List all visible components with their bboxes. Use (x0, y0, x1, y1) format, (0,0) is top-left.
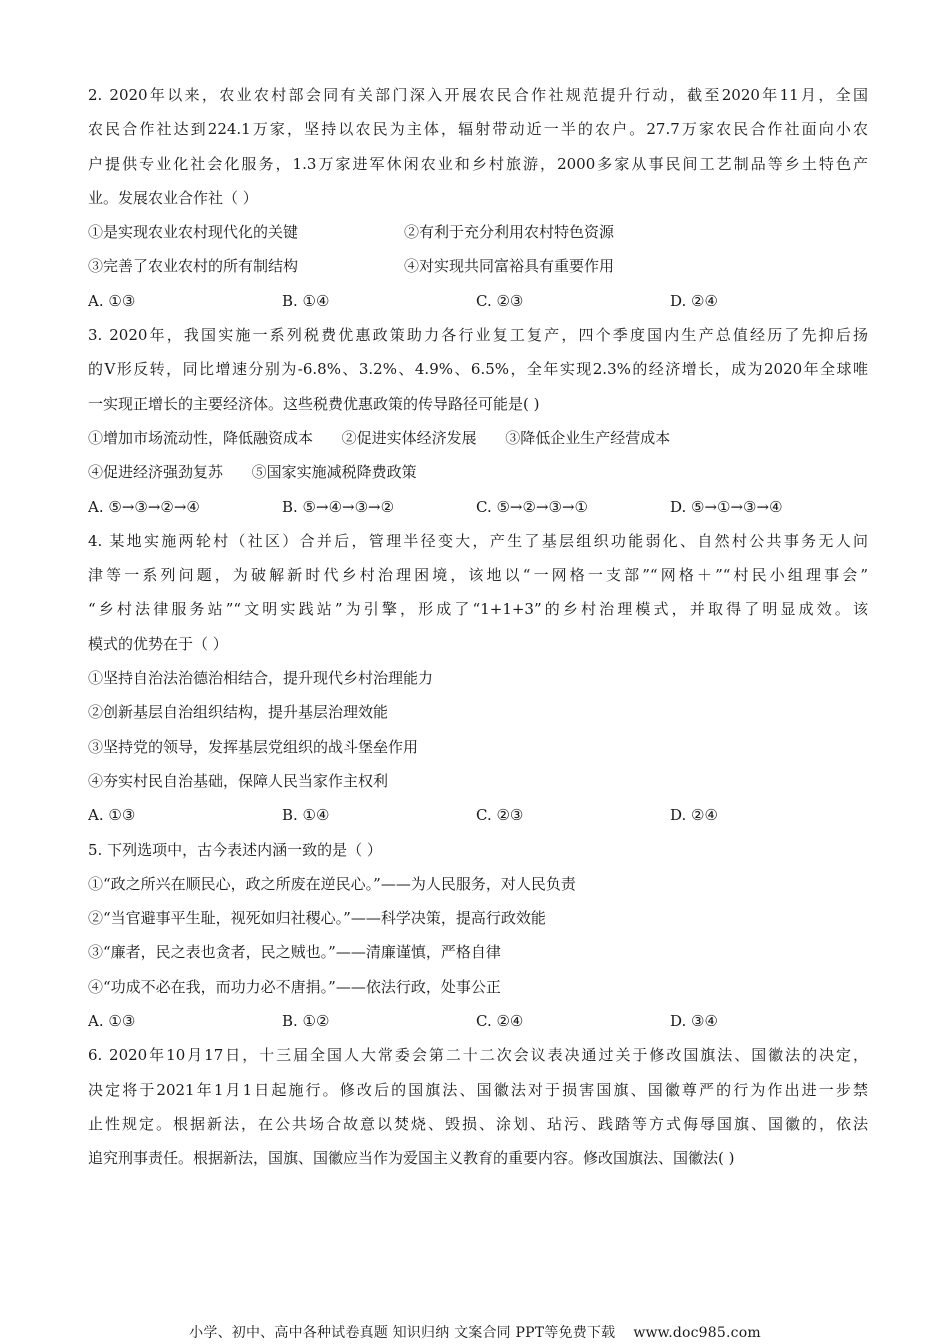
statement-item: ①坚持自治法治德治相结合，提升现代乡村治理能力 (88, 669, 434, 688)
statement-item: ②有利于充分利用农村特色资源 (404, 223, 615, 242)
statement-row (88, 215, 868, 249)
question-stem-line: 6. 2020年10月17日，十三届全国人大常委会第二十二次会议表决通过关于修改国旗法、国徽法的决定， (88, 1046, 868, 1065)
option-c[interactable]: C. ②③ (476, 291, 524, 310)
statement-row: ④促进经济强劲复苏 ⑤国家实施减税降费政策 (88, 463, 417, 482)
question-stem-line: 的V形反转，同比增速分别为-6.8%、3.2%、4.9%、6.5%，全年实现2.3%的经济增长，成为2020年全球唯 (88, 360, 868, 379)
statement-item: ③完善了农业农村的所有制结构 (88, 257, 299, 276)
option-d[interactable]: D. ③④ (670, 1012, 718, 1031)
question-stem-line: 追究刑事责任。根据新法，国旗、国徽应当作为爱国主义教育的重要内容。修改国旗法、国徽法( ) (88, 1149, 735, 1168)
answer-options (88, 284, 868, 318)
question-4 (88, 524, 868, 833)
statement-item: ②“当官避事平生耻，视死如归社稷心。”——科学决策，提高行政效能 (88, 909, 546, 928)
option-c[interactable]: C. ②③ (476, 806, 524, 825)
question-stem-line: 3. 2020年，我国实施一系列税费优惠政策助力各行业复工复产，四个季度国内生产总值经历了先抑后扬 (88, 326, 868, 345)
answer-options (88, 798, 868, 832)
option-a[interactable]: A. ①③ (88, 1012, 136, 1031)
question-3 (88, 318, 868, 524)
option-d[interactable]: D. ②④ (670, 806, 718, 825)
page-footer (0, 1322, 950, 1342)
statement-item: ③“廉者，民之表也贪者，民之贼也。”——清廉谨慎，严格自律 (88, 943, 501, 962)
question-stem-line: 4. 某地实施两轮村（社区）合并后，管理半径变大，产生了基层组织功能弱化、自然村公共事务无人问 (88, 531, 868, 550)
statement-item: ②创新基层自治组织结构，提升基层治理效能 (88, 703, 389, 722)
option-c[interactable]: C. ⑤→②→③→① (476, 497, 588, 516)
answer-options (88, 1004, 868, 1038)
statement-row: ①增加市场流动性，降低融资成本 ②促进实体经济发展 ③降低企业生产经营成本 (88, 428, 671, 447)
option-d[interactable]: D. ②④ (670, 291, 718, 310)
option-b[interactable]: B. ①④ (282, 291, 330, 310)
statement-item: ①“政之所兴在顺民心，政之所废在逆民心。”——为人民服务，对人民负责 (88, 874, 576, 893)
question-stem-line: 津等一系列问题，为破解新时代乡村治理困境，该地以“一网格一支部”“网格＋”“村民小组理事会” (88, 566, 868, 585)
option-b[interactable]: B. ①④ (282, 806, 330, 825)
option-a[interactable]: A. ①③ (88, 291, 136, 310)
question-stem-line: 决定将于2021年1月1日起施行。修改后的国旗法、国徽法对于损害国旗、国徽尊严的行为作出进一步禁 (88, 1080, 868, 1099)
option-b[interactable]: B. ①② (282, 1012, 330, 1031)
statement-item: ①是实现农业农村现代化的关键 (88, 223, 299, 242)
option-a[interactable]: A. ⑤→③→②→④ (88, 497, 200, 516)
question-stem-line: 一实现正增长的主要经济体。这些税费优惠政策的传导路径可能是( ) (88, 394, 540, 413)
exam-page (88, 78, 868, 1176)
footer-text: 小学、初中、高中各种试卷真题 知识归纳 文案合同 PPT等免费下载 (189, 1325, 616, 1341)
question-stem-line: 户提供专业化社会化服务，1.3万家进军休闲农业和乡村旅游，2000多家从事民间工艺制品等乡土特色产 (88, 154, 868, 173)
statement-item: ④“功成不必在我，而功力必不唐捐。”——依法行政，处事公正 (88, 977, 501, 996)
question-stem-line: “乡村法律服务站”“文明实践站”为引擎，形成了“1+1+3”的乡村治理模式，并取得了明显成效。该 (88, 600, 868, 619)
question-stem-line: 止性规定。根据新法，在公共场合故意以焚烧、毁损、涂划、玷污、践踏等方式侮辱国旗、国徽的，依法 (88, 1114, 868, 1133)
question-stem-line: 模式的优势在于（ ） (88, 634, 228, 653)
question-6 (88, 1038, 868, 1175)
question-2 (88, 78, 868, 318)
question-stem-line: 农民合作社达到224.1万家，坚持以农民为主体，辐射带动近一半的农户。27.7万家农民合作社面向小农 (88, 120, 868, 139)
question-5 (88, 833, 868, 1039)
question-stem-line: 5. 下列选项中，古今表述内涵一致的是（ ） (88, 840, 382, 859)
question-stem-line: 业。发展农业合作社（ ） (88, 188, 258, 207)
option-b[interactable]: B. ⑤→④→③→② (282, 497, 395, 516)
option-d[interactable]: D. ⑤→①→③→④ (670, 497, 783, 516)
statement-item: ④夯实村民自治基础，保障人民当家作主权利 (88, 771, 389, 790)
statement-item: ③坚持党的领导，发挥基层党组织的战斗堡垒作用 (88, 737, 419, 756)
footer-site-link[interactable]: www.doc985.com (633, 1325, 761, 1341)
answer-options (88, 490, 868, 524)
option-a[interactable]: A. ①③ (88, 806, 136, 825)
option-c[interactable]: C. ②④ (476, 1012, 524, 1031)
question-stem-line: 2. 2020年以来，农业农村部会同有关部门深入开展农民合作社规范提升行动，截至2020年11月，全国 (88, 86, 868, 104)
statement-row (88, 249, 868, 283)
statement-item: ④对实现共同富裕具有重要作用 (404, 257, 615, 276)
